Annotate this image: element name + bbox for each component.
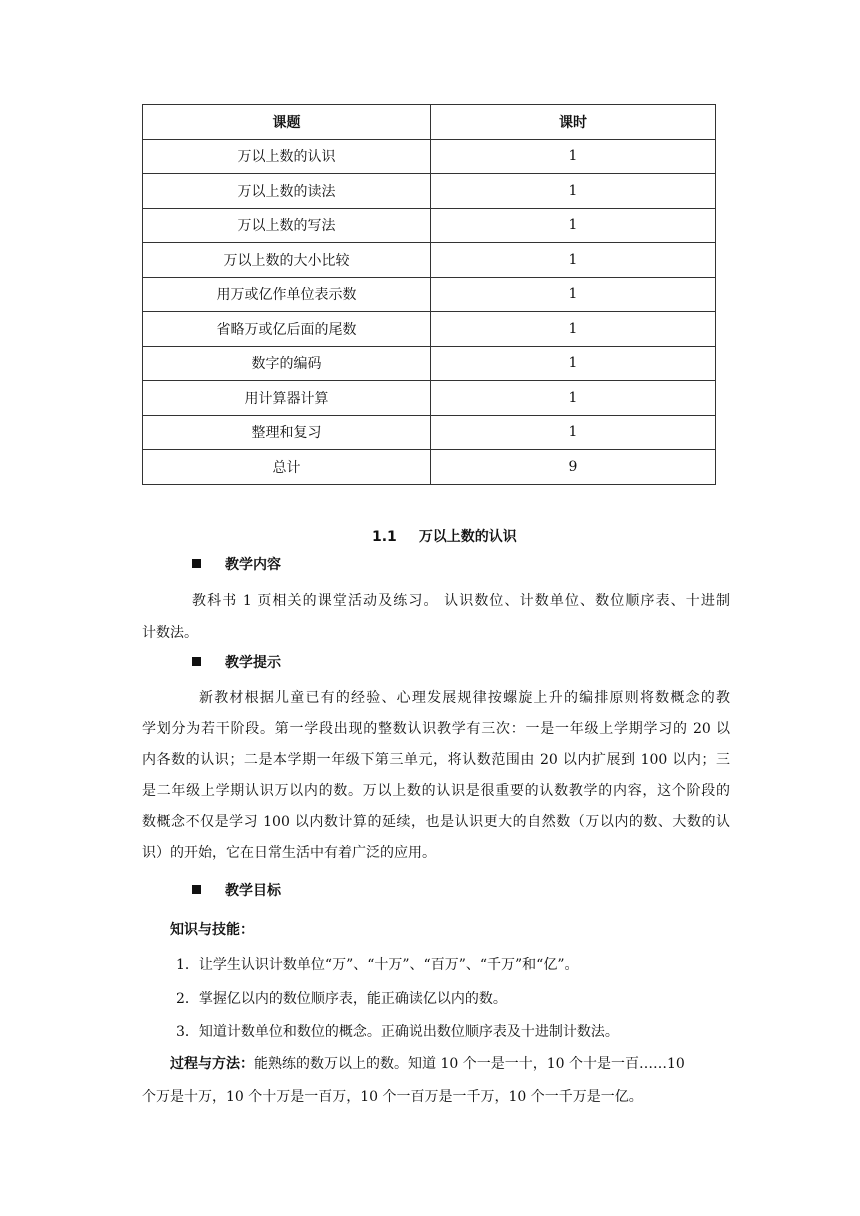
section-title <box>372 526 517 546</box>
header-hours: 课时 <box>431 105 716 140</box>
topic-cell: 用计算器计算 <box>143 381 431 416</box>
hints-line: 识）的开始，它在日常生活中有着广泛的应用。 <box>142 845 436 861</box>
table-row <box>143 346 716 381</box>
hours-cell: 1 <box>431 346 716 381</box>
goals-heading-text: 教学目标 <box>225 883 281 899</box>
table-row <box>143 312 716 347</box>
table-row <box>143 450 716 485</box>
square-bullet-icon <box>192 559 201 568</box>
topic-cell: 万以上数的读法 <box>143 174 431 209</box>
topic-cell: 用万或亿作单位表示数 <box>143 277 431 312</box>
section-title-text: 万以上数的认识 <box>418 529 517 545</box>
table-row <box>143 208 716 243</box>
square-bullet-icon <box>192 657 201 666</box>
hints-line: 是二年级上学期认识万以内的数。万以上数的认识是很重要的认数教学的内容，这个阶段的 <box>142 783 730 799</box>
topic-cell: 万以上数的写法 <box>143 208 431 243</box>
topic-cell: 万以上数的大小比较 <box>143 243 431 278</box>
hints-line: 内各数的认识；二是本学期一年级下第三单元，将认数范围由 20 以内扩展到 100 以内；三 <box>142 752 730 768</box>
table-row <box>143 174 716 209</box>
header-topic: 课题 <box>143 105 431 140</box>
content-line: 计数法。 <box>142 625 198 641</box>
hints-line: 新教材根据儿童已有的经验、心理发展规律按螺旋上升的编排原则将数概念的教 <box>199 690 730 706</box>
content-line: 教科书 1 页相关的课堂活动及练习。 认识数位、计数单位、数位顺序表、十进制 <box>192 593 730 609</box>
hours-cell: 1 <box>431 415 716 450</box>
hours-cell: 1 <box>431 243 716 278</box>
hours-cell: 1 <box>431 381 716 416</box>
topic-cell: 总计 <box>143 450 431 485</box>
hours-cell: 1 <box>431 277 716 312</box>
table-header-row <box>143 105 716 140</box>
table-row <box>143 139 716 174</box>
lesson-hours-table <box>142 104 716 485</box>
table-row <box>143 277 716 312</box>
topic-cell: 整理和复习 <box>143 415 431 450</box>
table-row <box>143 243 716 278</box>
hints-heading-text: 教学提示 <box>225 655 281 671</box>
hours-cell: 1 <box>431 139 716 174</box>
hints-line: 数概念不仅是学习 100 以内数计算的延续，也是认识更大的自然数（万以内的数、大数的认 <box>142 814 730 830</box>
process-line: 个万是十万，10 个十万是一百万，10 个一百万是一千万，10 个一千万是一亿。 <box>142 1089 643 1105</box>
knowledge-item: 1．让学生认识计数单位“万”、“十万”、“百万”、“千万”和“亿”。 <box>176 957 579 973</box>
section-number: 1.1 <box>372 529 397 545</box>
table-row <box>143 415 716 450</box>
hints-line: 学划分为若干阶段。第一学段出现的整数认识教学有三次：一是一年级上学期学习的 20 以 <box>142 721 730 737</box>
hours-cell: 1 <box>431 174 716 209</box>
process-label: 过程与方法： <box>170 1056 254 1072</box>
hours-cell: 9 <box>431 450 716 485</box>
content-heading-text: 教学内容 <box>225 557 281 573</box>
knowledge-item: 2．掌握亿以内的数位顺序表，能正确读亿以内的数。 <box>176 991 507 1007</box>
knowledge-item: 3．知道计数单位和数位的概念。正确说出数位顺序表及十进制计数法。 <box>176 1024 619 1040</box>
hours-cell: 1 <box>431 208 716 243</box>
content-heading <box>192 554 281 574</box>
goals-heading <box>192 880 281 900</box>
topic-cell: 省略万或亿后面的尾数 <box>143 312 431 347</box>
process-line: 能熟练的数万以上的数。知道 10 个一是一十，10 个十是一百……10 <box>254 1056 685 1072</box>
topic-cell: 万以上数的认识 <box>143 139 431 174</box>
process-first-line <box>170 1053 730 1073</box>
topic-cell: 数字的编码 <box>143 346 431 381</box>
hours-cell: 1 <box>431 312 716 347</box>
knowledge-label: 知识与技能： <box>170 922 254 938</box>
hints-heading <box>192 652 281 672</box>
square-bullet-icon <box>192 885 201 894</box>
table-row <box>143 381 716 416</box>
